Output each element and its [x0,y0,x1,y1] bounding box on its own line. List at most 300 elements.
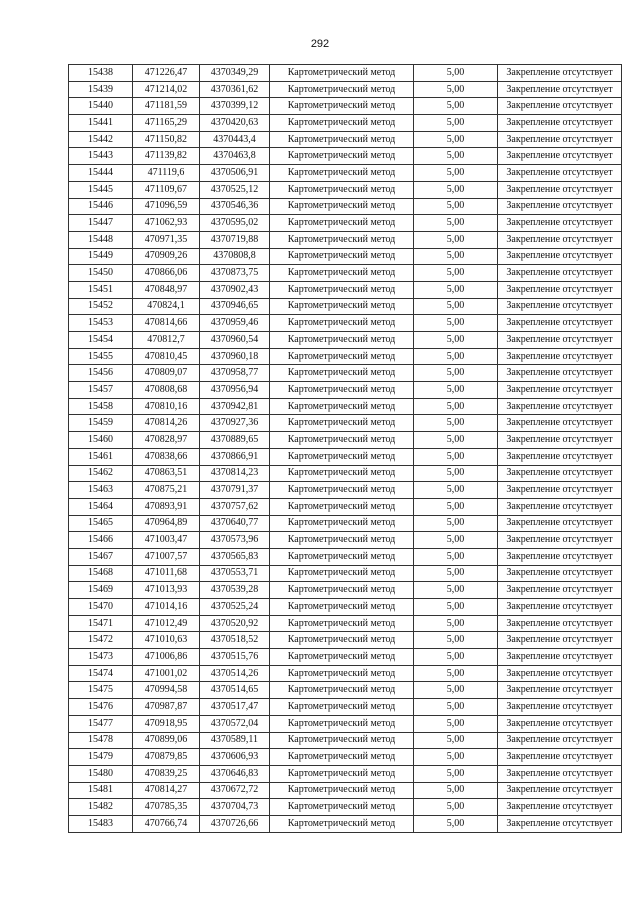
table-row [69,432,622,449]
x-coordinate-cell: 471012,49 [133,615,200,632]
fixation-cell: Закрепление отсутствует [498,231,622,248]
x-coordinate-cell: 471165,29 [133,115,200,132]
fixation-cell: Закрепление отсутствует [498,98,622,115]
point-number-cell: 15442 [69,131,133,148]
page-number: 292 [310,38,330,50]
fixation-cell: Закрепление отсутствует [498,248,622,265]
table-row [69,498,622,515]
x-coordinate-cell: 470812,7 [133,332,200,349]
point-number-cell: 15439 [69,81,133,98]
y-coordinate-cell: 4370956,94 [200,382,270,399]
accuracy-cell: 5,00 [414,482,498,499]
fixation-cell: Закрепление отсутствует [498,565,622,582]
y-coordinate-cell: 4370525,12 [200,181,270,198]
point-number-cell: 15467 [69,548,133,565]
fixation-cell: Закрепление отсутствует [498,815,622,832]
table-row [69,749,622,766]
point-number-cell: 15470 [69,599,133,616]
y-coordinate-cell: 4370960,18 [200,348,270,365]
accuracy-cell: 5,00 [414,715,498,732]
y-coordinate-cell: 4370719,88 [200,231,270,248]
accuracy-cell: 5,00 [414,315,498,332]
fixation-cell: Закрепление отсутствует [498,365,622,382]
point-number-cell: 15476 [69,699,133,716]
accuracy-cell: 5,00 [414,799,498,816]
point-number-cell: 15477 [69,715,133,732]
method-cell: Картометрический метод [270,432,414,449]
accuracy-cell: 5,00 [414,749,498,766]
y-coordinate-cell: 4370902,43 [200,281,270,298]
y-coordinate-cell: 4370573,96 [200,532,270,549]
x-coordinate-cell: 470863,51 [133,465,200,482]
fixation-cell: Закрепление отсутствует [498,482,622,499]
point-number-cell: 15479 [69,749,133,766]
y-coordinate-cell: 4370866,91 [200,448,270,465]
method-cell: Картометрический метод [270,815,414,832]
table-row [69,398,622,415]
y-coordinate-cell: 4370946,65 [200,298,270,315]
accuracy-cell: 5,00 [414,81,498,98]
accuracy-cell: 5,00 [414,298,498,315]
point-number-cell: 15468 [69,565,133,582]
accuracy-cell: 5,00 [414,231,498,248]
y-coordinate-cell: 4370399,12 [200,98,270,115]
y-coordinate-cell: 4370420,63 [200,115,270,132]
accuracy-cell: 5,00 [414,682,498,699]
accuracy-cell: 5,00 [414,65,498,82]
fixation-cell: Закрепление отсутствует [498,332,622,349]
table-row [69,265,622,282]
table-row [69,665,622,682]
table-row [69,715,622,732]
x-coordinate-cell: 470809,07 [133,365,200,382]
fixation-cell: Закрепление отсутствует [498,115,622,132]
table-row [69,315,622,332]
y-coordinate-cell: 4370572,04 [200,715,270,732]
fixation-cell: Закрепление отсутствует [498,649,622,666]
fixation-cell: Закрепление отсутствует [498,548,622,565]
point-number-cell: 15454 [69,332,133,349]
point-number-cell: 15463 [69,482,133,499]
y-coordinate-cell: 4370606,93 [200,749,270,766]
accuracy-cell: 5,00 [414,248,498,265]
x-coordinate-cell: 470987,87 [133,699,200,716]
point-number-cell: 15465 [69,515,133,532]
point-number-cell: 15445 [69,181,133,198]
point-number-cell: 15462 [69,465,133,482]
method-cell: Картометрический метод [270,298,414,315]
accuracy-cell: 5,00 [414,615,498,632]
x-coordinate-cell: 470808,68 [133,382,200,399]
accuracy-cell: 5,00 [414,215,498,232]
fixation-cell: Закрепление отсутствует [498,165,622,182]
table-row [69,732,622,749]
table-row [69,548,622,565]
accuracy-cell: 5,00 [414,782,498,799]
fixation-cell: Закрепление отсутствует [498,348,622,365]
coordinates-table [68,64,622,833]
method-cell: Картометрический метод [270,198,414,215]
point-number-cell: 15455 [69,348,133,365]
table-row [69,515,622,532]
fixation-cell: Закрепление отсутствует [498,765,622,782]
accuracy-cell: 5,00 [414,649,498,666]
y-coordinate-cell: 4370595,02 [200,215,270,232]
x-coordinate-cell: 471214,02 [133,81,200,98]
method-cell: Картометрический метод [270,81,414,98]
y-coordinate-cell: 4370757,62 [200,498,270,515]
accuracy-cell: 5,00 [414,665,498,682]
table-row [69,582,622,599]
accuracy-cell: 5,00 [414,382,498,399]
accuracy-cell: 5,00 [414,131,498,148]
point-number-cell: 15446 [69,198,133,215]
y-coordinate-cell: 4370960,54 [200,332,270,349]
point-number-cell: 15481 [69,782,133,799]
accuracy-cell: 5,00 [414,348,498,365]
table-row [69,649,622,666]
x-coordinate-cell: 470810,16 [133,398,200,415]
method-cell: Картометрический метод [270,65,414,82]
method-cell: Картометрический метод [270,248,414,265]
point-number-cell: 15483 [69,815,133,832]
fixation-cell: Закрепление отсутствует [498,265,622,282]
accuracy-cell: 5,00 [414,448,498,465]
accuracy-cell: 5,00 [414,498,498,515]
x-coordinate-cell: 471001,02 [133,665,200,682]
y-coordinate-cell: 4370506,91 [200,165,270,182]
y-coordinate-cell: 4370361,62 [200,81,270,98]
fixation-cell: Закрепление отсутствует [498,398,622,415]
point-number-cell: 15472 [69,632,133,649]
point-number-cell: 15474 [69,665,133,682]
point-number-cell: 15461 [69,448,133,465]
fixation-cell: Закрепление отсутствует [498,665,622,682]
method-cell: Картометрический метод [270,682,414,699]
point-number-cell: 15471 [69,615,133,632]
method-cell: Картометрический метод [270,131,414,148]
x-coordinate-cell: 470848,97 [133,281,200,298]
table-row [69,115,622,132]
y-coordinate-cell: 4370814,23 [200,465,270,482]
y-coordinate-cell: 4370515,76 [200,649,270,666]
method-cell: Картометрический метод [270,398,414,415]
fixation-cell: Закрепление отсутствует [498,215,622,232]
method-cell: Картометрический метод [270,98,414,115]
y-coordinate-cell: 4370942,81 [200,398,270,415]
fixation-cell: Закрепление отсутствует [498,315,622,332]
point-number-cell: 15453 [69,315,133,332]
x-coordinate-cell: 471119,6 [133,165,200,182]
point-number-cell: 15456 [69,365,133,382]
fixation-cell: Закрепление отсутствует [498,448,622,465]
x-coordinate-cell: 470810,45 [133,348,200,365]
fixation-cell: Закрепление отсутствует [498,81,622,98]
x-coordinate-cell: 470828,97 [133,432,200,449]
accuracy-cell: 5,00 [414,765,498,782]
point-number-cell: 15480 [69,765,133,782]
method-cell: Картометрический метод [270,482,414,499]
fixation-cell: Закрепление отсутствует [498,415,622,432]
fixation-cell: Закрепление отсутствует [498,682,622,699]
fixation-cell: Закрепление отсутствует [498,615,622,632]
point-number-cell: 15459 [69,415,133,432]
fixation-cell: Закрепление отсутствует [498,181,622,198]
method-cell: Картометрический метод [270,348,414,365]
method-cell: Картометрический метод [270,215,414,232]
y-coordinate-cell: 4370520,92 [200,615,270,632]
table-row [69,682,622,699]
fixation-cell: Закрепление отсутствует [498,799,622,816]
y-coordinate-cell: 4370927,36 [200,415,270,432]
method-cell: Картометрический метод [270,515,414,532]
y-coordinate-cell: 4370514,26 [200,665,270,682]
point-number-cell: 15457 [69,382,133,399]
method-cell: Картометрический метод [270,632,414,649]
method-cell: Картометрический метод [270,382,414,399]
accuracy-cell: 5,00 [414,415,498,432]
y-coordinate-cell: 4370959,46 [200,315,270,332]
table-row [69,599,622,616]
point-number-cell: 15473 [69,649,133,666]
fixation-cell: Закрепление отсутствует [498,432,622,449]
accuracy-cell: 5,00 [414,815,498,832]
x-coordinate-cell: 470899,06 [133,732,200,749]
y-coordinate-cell: 4370646,83 [200,765,270,782]
method-cell: Картометрический метод [270,715,414,732]
accuracy-cell: 5,00 [414,165,498,182]
fixation-cell: Закрепление отсутствует [498,65,622,82]
x-coordinate-cell: 470838,66 [133,448,200,465]
point-number-cell: 15460 [69,432,133,449]
point-number-cell: 15482 [69,799,133,816]
method-cell: Картометрический метод [270,565,414,582]
point-number-cell: 15452 [69,298,133,315]
point-number-cell: 15443 [69,148,133,165]
method-cell: Картометрический метод [270,615,414,632]
x-coordinate-cell: 470918,95 [133,715,200,732]
method-cell: Картометрический метод [270,115,414,132]
x-coordinate-cell: 470994,58 [133,682,200,699]
coordinates-table-body [69,65,622,833]
x-coordinate-cell: 470909,26 [133,248,200,265]
method-cell: Картометрический метод [270,749,414,766]
x-coordinate-cell: 471139,82 [133,148,200,165]
y-coordinate-cell: 4370514,65 [200,682,270,699]
x-coordinate-cell: 471006,86 [133,649,200,666]
y-coordinate-cell: 4370518,52 [200,632,270,649]
accuracy-cell: 5,00 [414,515,498,532]
y-coordinate-cell: 4370958,77 [200,365,270,382]
x-coordinate-cell: 471014,16 [133,599,200,616]
y-coordinate-cell: 4370349,29 [200,65,270,82]
fixation-cell: Закрепление отсутствует [498,382,622,399]
point-number-cell: 15466 [69,532,133,549]
fixation-cell: Закрепление отсутствует [498,498,622,515]
accuracy-cell: 5,00 [414,548,498,565]
fixation-cell: Закрепление отсутствует [498,148,622,165]
table-row [69,181,622,198]
fixation-cell: Закрепление отсутствует [498,582,622,599]
point-number-cell: 15447 [69,215,133,232]
x-coordinate-cell: 470866,06 [133,265,200,282]
x-coordinate-cell: 470971,35 [133,231,200,248]
table-row [69,131,622,148]
method-cell: Картометрический метод [270,498,414,515]
table-row [69,348,622,365]
table-row [69,365,622,382]
x-coordinate-cell: 471062,93 [133,215,200,232]
table-row [69,382,622,399]
table-row [69,465,622,482]
method-cell: Картометрический метод [270,599,414,616]
table-row [69,298,622,315]
accuracy-cell: 5,00 [414,565,498,582]
table-row [69,98,622,115]
point-number-cell: 15444 [69,165,133,182]
x-coordinate-cell: 471226,47 [133,65,200,82]
accuracy-cell: 5,00 [414,398,498,415]
point-number-cell: 15475 [69,682,133,699]
accuracy-cell: 5,00 [414,632,498,649]
fixation-cell: Закрепление отсутствует [498,198,622,215]
x-coordinate-cell: 470824,1 [133,298,200,315]
x-coordinate-cell: 471010,63 [133,632,200,649]
table-row [69,699,622,716]
table-row [69,482,622,499]
table-row [69,565,622,582]
x-coordinate-cell: 471003,47 [133,532,200,549]
method-cell: Картометрический метод [270,181,414,198]
x-coordinate-cell: 471150,82 [133,131,200,148]
accuracy-cell: 5,00 [414,181,498,198]
accuracy-cell: 5,00 [414,699,498,716]
point-number-cell: 15448 [69,231,133,248]
point-number-cell: 15469 [69,582,133,599]
method-cell: Картометрический метод [270,465,414,482]
table-row [69,448,622,465]
x-coordinate-cell: 470875,21 [133,482,200,499]
accuracy-cell: 5,00 [414,582,498,599]
fixation-cell: Закрепление отсутствует [498,298,622,315]
y-coordinate-cell: 4370889,65 [200,432,270,449]
y-coordinate-cell: 4370726,66 [200,815,270,832]
fixation-cell: Закрепление отсутствует [498,599,622,616]
fixation-cell: Закрепление отсутствует [498,732,622,749]
table-row [69,231,622,248]
method-cell: Картометрический метод [270,732,414,749]
table-row [69,198,622,215]
fixation-cell: Закрепление отсутствует [498,532,622,549]
x-coordinate-cell: 471011,68 [133,565,200,582]
table-row [69,332,622,349]
method-cell: Картометрический метод [270,582,414,599]
table-row [69,215,622,232]
accuracy-cell: 5,00 [414,732,498,749]
y-coordinate-cell: 4370546,36 [200,198,270,215]
point-number-cell: 15458 [69,398,133,415]
table-row [69,765,622,782]
y-coordinate-cell: 4370640,77 [200,515,270,532]
method-cell: Картометрический метод [270,415,414,432]
x-coordinate-cell: 470879,85 [133,749,200,766]
accuracy-cell: 5,00 [414,432,498,449]
method-cell: Картометрический метод [270,231,414,248]
method-cell: Картометрический метод [270,448,414,465]
point-number-cell: 15478 [69,732,133,749]
y-coordinate-cell: 4370808,8 [200,248,270,265]
accuracy-cell: 5,00 [414,265,498,282]
x-coordinate-cell: 470814,66 [133,315,200,332]
method-cell: Картометрический метод [270,148,414,165]
method-cell: Картометрический метод [270,649,414,666]
method-cell: Картометрический метод [270,165,414,182]
fixation-cell: Закрепление отсутствует [498,515,622,532]
method-cell: Картометрический метод [270,265,414,282]
y-coordinate-cell: 4370873,75 [200,265,270,282]
y-coordinate-cell: 4370704,73 [200,799,270,816]
method-cell: Картометрический метод [270,315,414,332]
x-coordinate-cell: 471109,67 [133,181,200,198]
fixation-cell: Закрепление отсутствует [498,715,622,732]
accuracy-cell: 5,00 [414,465,498,482]
y-coordinate-cell: 4370463,8 [200,148,270,165]
fixation-cell: Закрепление отсутствует [498,131,622,148]
point-number-cell: 15450 [69,265,133,282]
point-number-cell: 15438 [69,65,133,82]
method-cell: Картометрический метод [270,782,414,799]
table-row [69,815,622,832]
accuracy-cell: 5,00 [414,332,498,349]
x-coordinate-cell: 470785,35 [133,799,200,816]
y-coordinate-cell: 4370517,47 [200,699,270,716]
x-coordinate-cell: 470893,91 [133,498,200,515]
y-coordinate-cell: 4370791,37 [200,482,270,499]
y-coordinate-cell: 4370672,72 [200,782,270,799]
fixation-cell: Закрепление отсутствует [498,281,622,298]
table-row [69,782,622,799]
x-coordinate-cell: 471096,59 [133,198,200,215]
y-coordinate-cell: 4370589,11 [200,732,270,749]
fixation-cell: Закрепление отсутствует [498,699,622,716]
x-coordinate-cell: 471013,93 [133,582,200,599]
method-cell: Картометрический метод [270,365,414,382]
fixation-cell: Закрепление отсутствует [498,465,622,482]
table-row [69,532,622,549]
x-coordinate-cell: 470766,74 [133,815,200,832]
accuracy-cell: 5,00 [414,98,498,115]
method-cell: Картометрический метод [270,281,414,298]
method-cell: Картометрический метод [270,765,414,782]
fixation-cell: Закрепление отсутствует [498,749,622,766]
method-cell: Картометрический метод [270,548,414,565]
y-coordinate-cell: 4370553,71 [200,565,270,582]
table-row [69,65,622,82]
accuracy-cell: 5,00 [414,281,498,298]
table-row [69,415,622,432]
accuracy-cell: 5,00 [414,365,498,382]
table-row [69,281,622,298]
method-cell: Картометрический метод [270,532,414,549]
x-coordinate-cell: 470839,25 [133,765,200,782]
point-number-cell: 15451 [69,281,133,298]
table-row [69,248,622,265]
fixation-cell: Закрепление отсутствует [498,632,622,649]
table-row [69,799,622,816]
method-cell: Картометрический метод [270,799,414,816]
accuracy-cell: 5,00 [414,532,498,549]
point-number-cell: 15441 [69,115,133,132]
